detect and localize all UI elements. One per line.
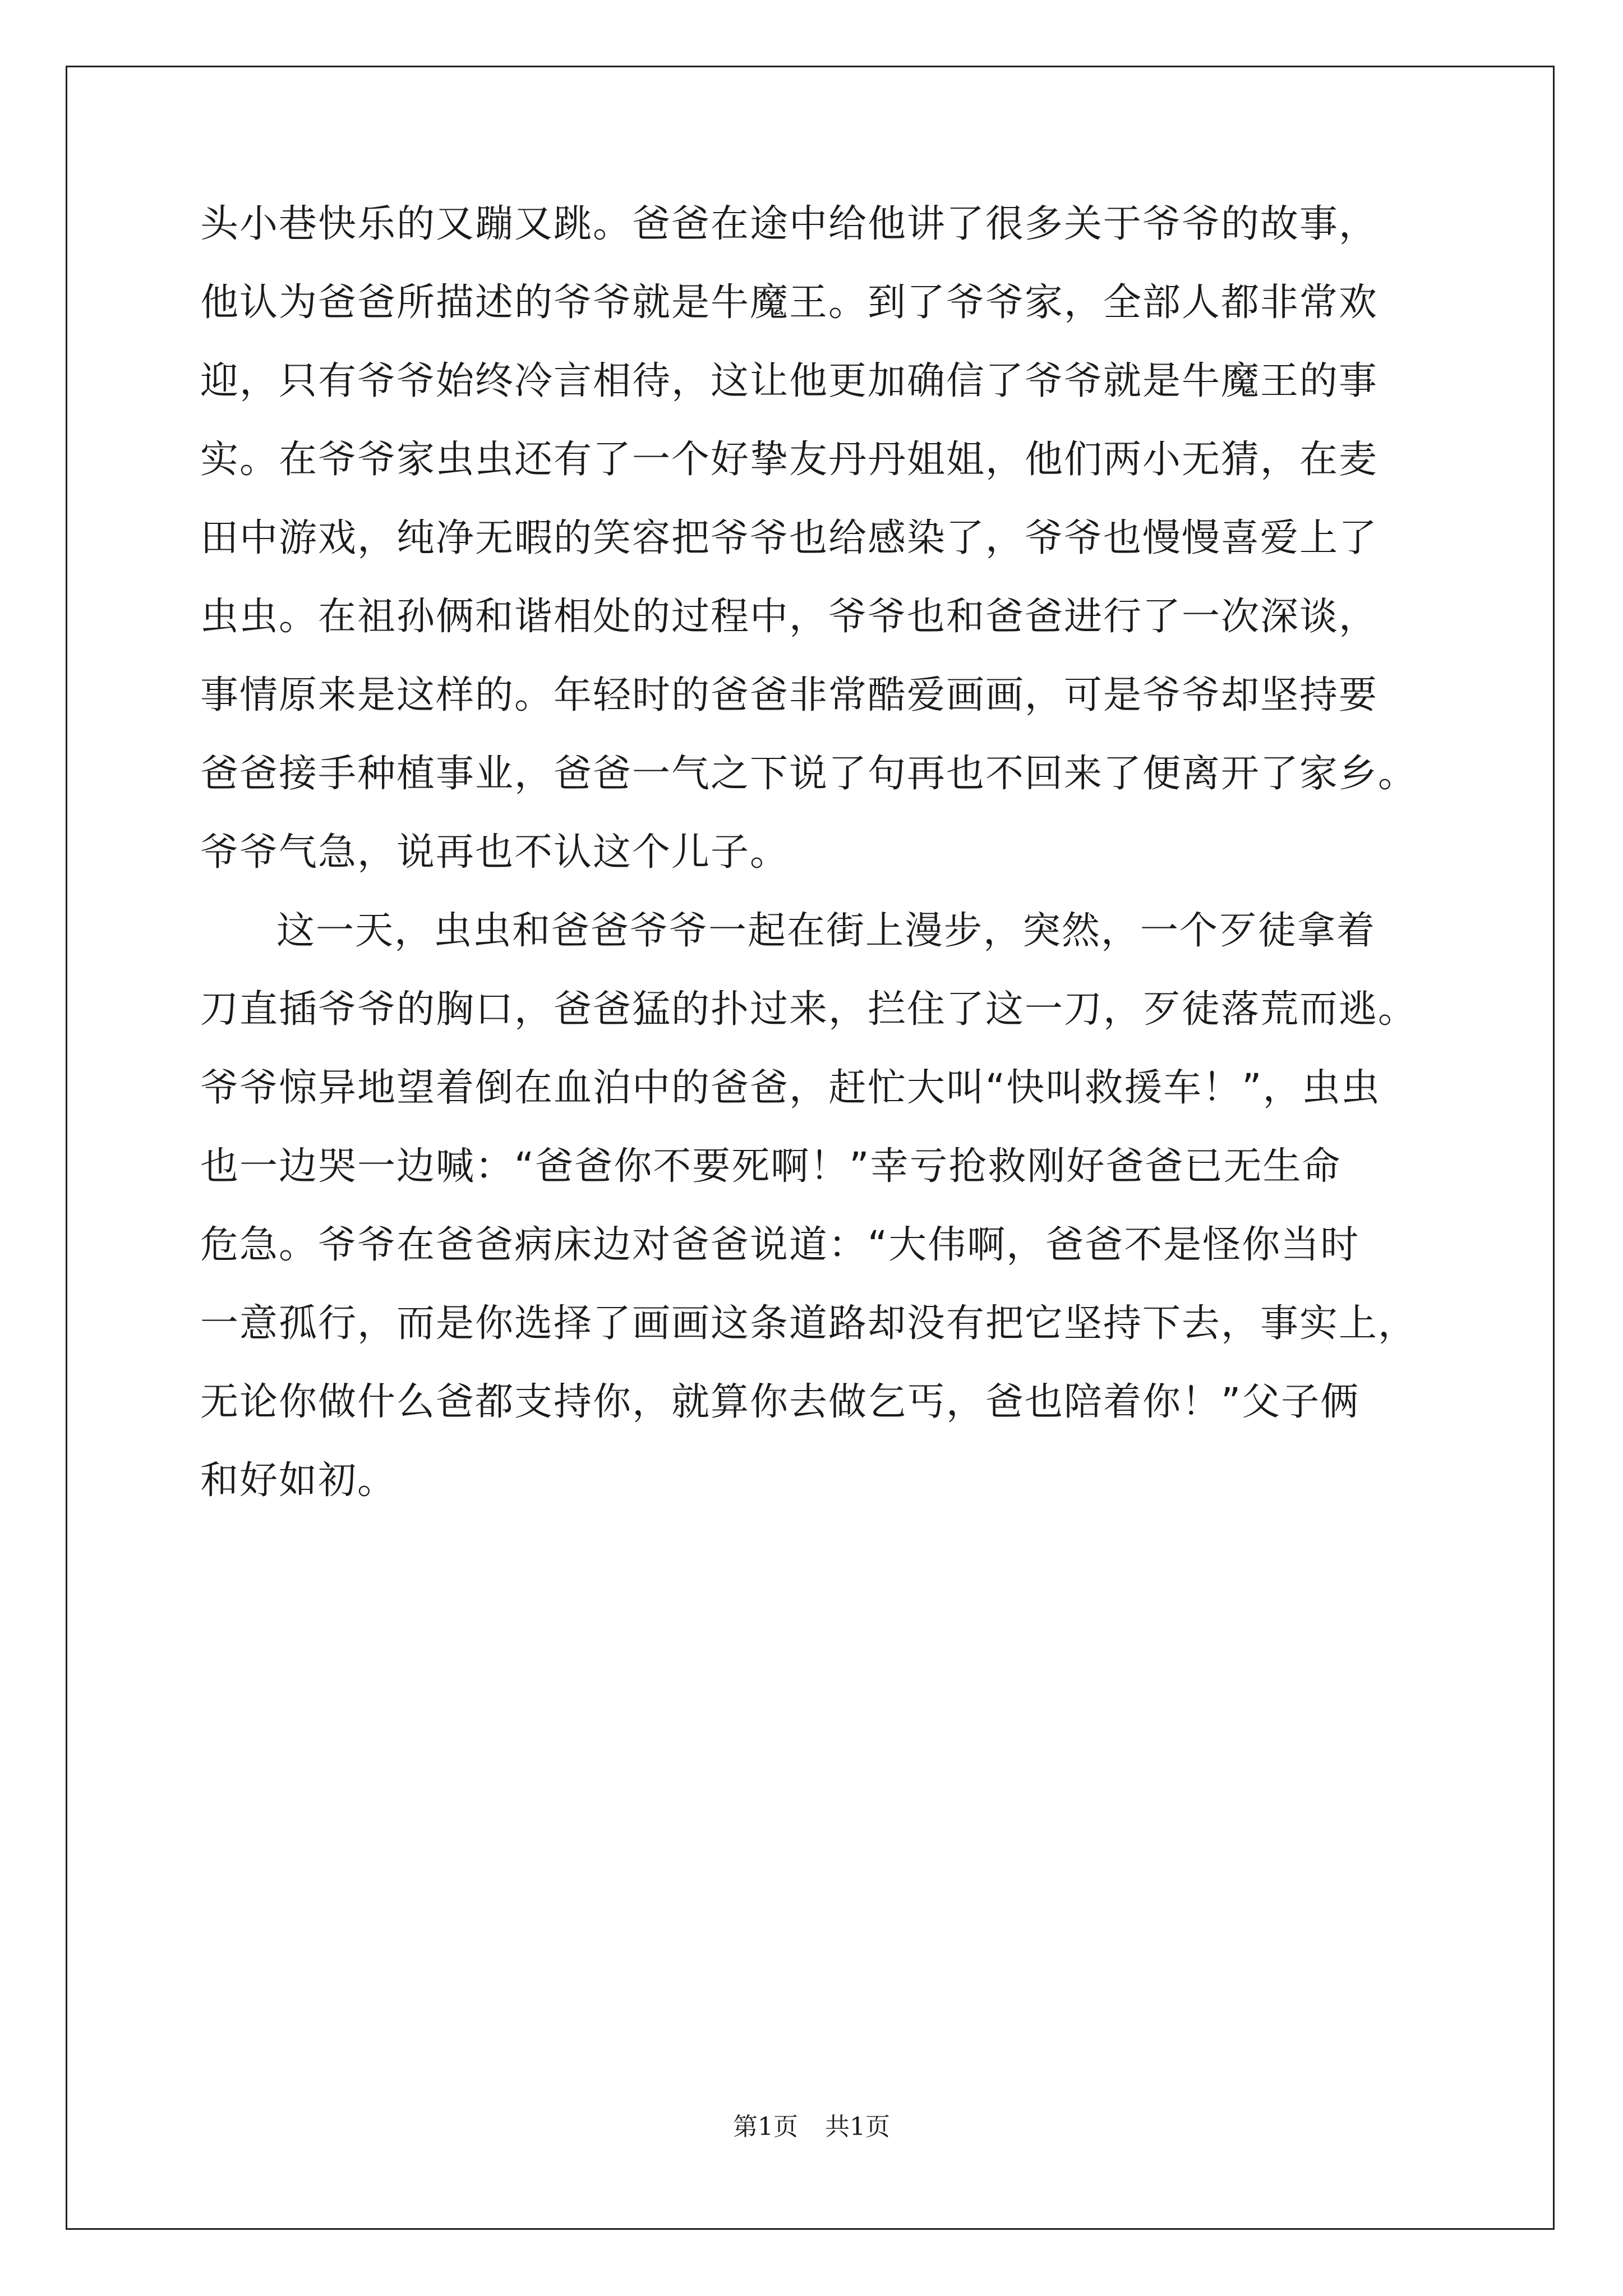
text-line: 头小巷快乐的又蹦又跳。爸爸在途中给他讲了很多关于爷爷的故事， — [200, 202, 1378, 246]
page-number-total: 共1页 — [825, 2113, 890, 2141]
text-line: 事情原来是这样的。年轻时的爸爸非常酷爱画画，可是爷爷却坚持要 — [200, 673, 1378, 717]
text-line: 也一边哭一边喊：“爸爸你不要死啊！”幸亏抢救刚好爸爸已无生命 — [200, 1144, 1341, 1189]
text-line: 一意孤行，而是你选择了画画这条道路却没有把它坚持下去，事实上， — [200, 1301, 1418, 1346]
page-footer — [0, 2106, 1623, 2142]
text-line: 田中游戏，纯净无暇的笑容把爷爷也给感染了，爷爷也慢慢喜爱上了 — [200, 516, 1378, 560]
text-line: 迎，只有爷爷始终冷言相待，这让他更加确信了爷爷就是牛魔王的事 — [200, 359, 1378, 403]
page-number-current: 第1页 — [733, 2113, 798, 2141]
text-line: 刀直插爷爷的胸口，爸爸猛的扑过来，拦住了这一刀，歹徒落荒而逃。 — [200, 987, 1418, 1032]
text-line: 爷爷惊异地望着倒在血泊中的爸爸，赶忙大叫“快叫救援车！”，虫虫 — [200, 1066, 1381, 1110]
text-line: 他认为爸爸所描述的爷爷就是牛魔王。到了爷爷家，全部人都非常欢 — [200, 280, 1378, 325]
paragraph-1 — [200, 185, 1468, 892]
text-line: 虫虫。在祖孙俩和谐相处的过程中，爷爷也和爸爸进行了一次深谈， — [200, 595, 1378, 639]
text-line: 爷爷气急，说再也不认这个儿子。 — [200, 830, 790, 875]
text-line: 实。在爷爷家虫虫还有了一个好挚友丹丹姐姐，他们两小无猜，在麦 — [200, 438, 1378, 482]
text-line: 和好如初。 — [200, 1458, 397, 1503]
paragraph-2 — [200, 892, 1468, 1520]
text-line: 爸爸接手种植事业，爸爸一气之下说了句再也不回来了便离开了家乡。 — [200, 752, 1418, 796]
document-body — [200, 185, 1468, 1520]
text-line: 危急。爷爷在爸爸病床边对爸爸说道：“大伟啊，爸爸不是怪你当时 — [200, 1223, 1360, 1267]
text-line: 这一天，虫虫和爸爸爷爷一起在街上漫步，突然，一个歹徒拿着 — [276, 909, 1376, 953]
text-line: 无论你做什么爸都支持你，就算你去做乞丐，爸也陪着你！”父子俩 — [200, 1380, 1360, 1424]
